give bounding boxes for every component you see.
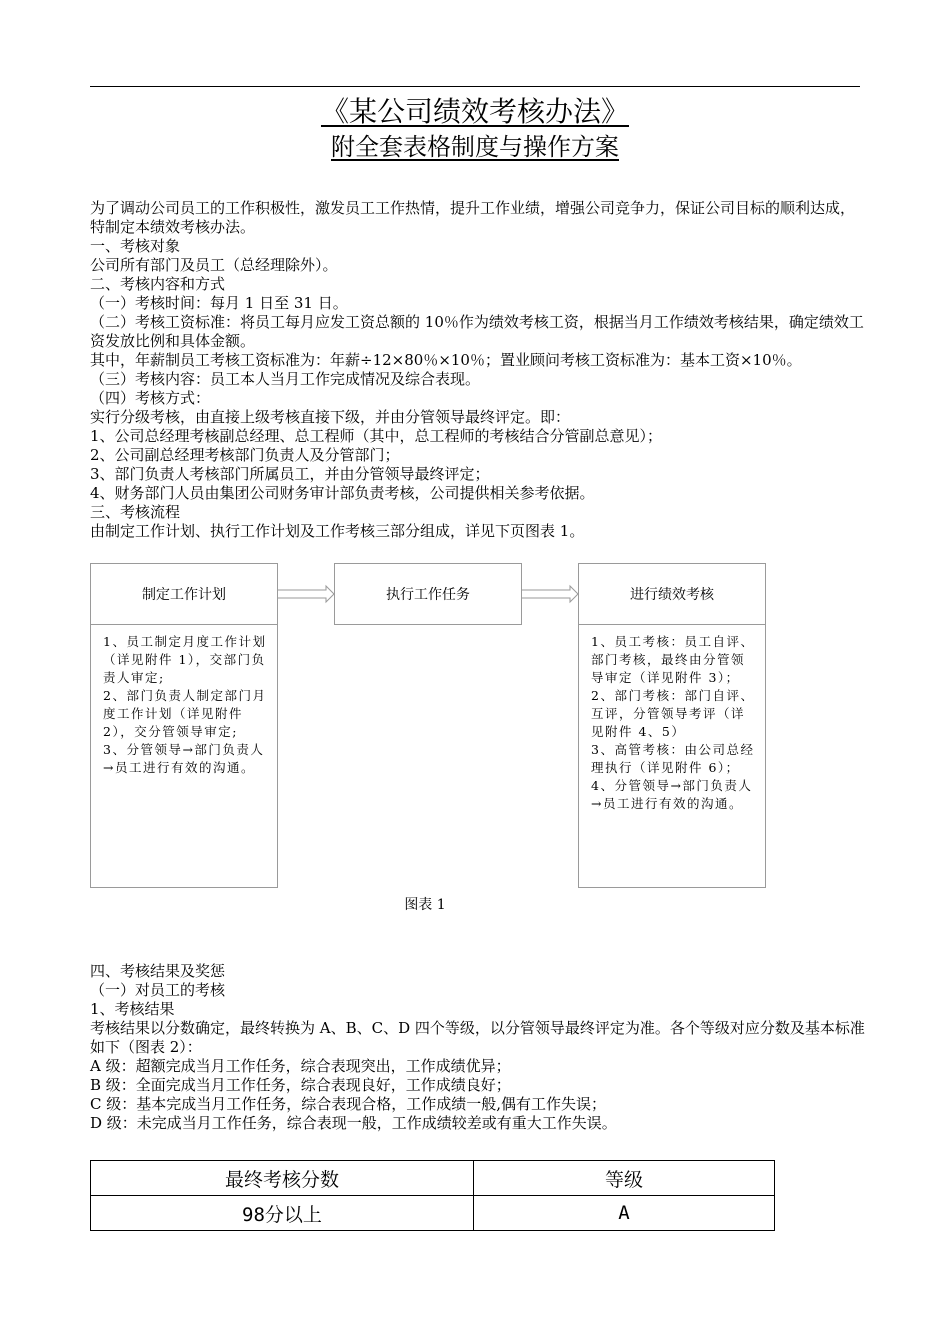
arrow-1 [278, 586, 334, 602]
list-item: 1、公司总经理考核副总经理、总工程师（其中，总工程师的考核结合分管副总意见）； [90, 427, 663, 445]
heading-results: 四、考核结果及奖惩 [90, 962, 226, 980]
flow-item: 2、部门考核：部门自评、互评，分管领导考评（详见附件 4、5） [591, 688, 755, 739]
list-item: 3、部门负责人考核部门所属员工，并由分管领导最终评定； [90, 465, 490, 483]
heading-process: 三、考核流程 [90, 503, 181, 521]
flow-step-title: 执行工作任务 [386, 587, 470, 603]
intro-paragraph: 为了调动公司员工的工作积极性，激发员工工作热情，提升工作业绩，增强公司竞争力，保证公司目标的顺利达成，特制定本绩效考核办法。 [90, 199, 856, 236]
heading-employee: （一）对员工的考核 [90, 981, 226, 999]
flow-item: 1、员工制定月度工作计划（详见附件 1），交部门负责人审定; [103, 634, 267, 685]
paragraph: （三）考核内容：员工本人当月工作完成情况及综合表现。 [90, 370, 481, 388]
paragraph: （一）考核时间：每月 1 日至 31 日。 [90, 294, 348, 312]
figure-caption: 图表 1 [404, 897, 446, 913]
arrow-2 [522, 586, 578, 602]
heading-assessment-target: 一、考核对象 [90, 237, 181, 255]
header-score: 最终考核分数 [91, 1161, 474, 1196]
document-title: 《某公司绩效考核办法》 [320, 95, 629, 128]
cell-score: 98分以上 [91, 1196, 474, 1231]
flow-item: 3、分管领导→部门负责人→员工进行有效的沟通。 [103, 742, 265, 775]
grade-d-description: D 级：未完成当月工作任务，综合表现一般，工作成绩较差或有重大工作失误。 [90, 1114, 617, 1132]
list-item: 2、公司副总经理考核部门负责人及分管部门； [90, 446, 400, 464]
body-section-1 [90, 199, 865, 541]
flow-item: 1、员工考核：员工自评、部门考核，最终由分管领导审定（详见附件 3）； [591, 634, 755, 685]
paragraph: （二）考核工资标准：将员工每月应发工资总额的 10％作为绩效考核工资，根据当月工作绩效考核结果，确定绩效工资发放比例和具体金额。 [90, 313, 864, 350]
grade-b-description: B 级：全面完成当月工作任务，综合表现良好，工作成绩良好； [90, 1076, 511, 1094]
paragraph: 考核结果以分数确定，最终转换为 A、B、C、D 四个等级，以分管领导最终评定为准。各个等级对应分数及基本标准如下（图表 2）： [90, 1019, 865, 1056]
list-item: 4、财务部门人员由集团公司财务审计部负责考核，公司提供相关参考依据。 [90, 484, 595, 502]
flow-step-execute [334, 563, 522, 625]
header-grade: 等级 [474, 1161, 775, 1196]
grade-table [90, 1160, 775, 1231]
flow-step-title: 进行绩效考核 [630, 587, 714, 603]
top-rule [90, 86, 860, 87]
cell-grade: A [474, 1196, 775, 1231]
flow-item: 2、部门负责人制定部门月度工作计划（详见附件 2），交分管领导审定; [103, 688, 267, 739]
flow-step-title: 制定工作计划 [142, 587, 226, 603]
heading-content-method: 二、考核内容和方式 [90, 275, 226, 293]
paragraph: 公司所有部门及员工（总经理除外）。 [90, 256, 338, 274]
flow-step-plan [90, 563, 278, 625]
body-section-2 [90, 962, 865, 1133]
paragraph: 实行分级考核，由直接上级考核直接下级，并由分管领导最终评定。即： [90, 408, 571, 426]
flow-step-evaluate-details [578, 624, 766, 888]
table-row [91, 1196, 775, 1231]
flow-item: 3、高管考核：由公司总经理执行（详见附件 6）； [591, 742, 755, 775]
flow-step-plan-details [90, 624, 278, 888]
paragraph: 由制定工作计划、执行工作计划及工作考核三部分组成，详见下页图表 1。 [90, 522, 585, 540]
grade-c-description: C 级：基本完成当月工作任务，综合表现合格，工作成绩一般,偶有工作失误； [90, 1095, 607, 1113]
flow-step-evaluate [578, 563, 766, 625]
grade-a-description: A 级：超额完成当月工作任务，综合表现突出，工作成绩优异； [90, 1057, 511, 1075]
table-header-row [91, 1161, 775, 1196]
document-subtitle: 附全套表格制度与操作方案 [331, 133, 619, 161]
paragraph: （四）考核方式： [90, 389, 211, 407]
flow-item: 4、分管领导→部门负责人→员工进行有效的沟通。 [591, 778, 753, 811]
heading-result: 1、考核结果 [90, 1000, 175, 1018]
paragraph: 其中，年薪制员工考核工资标准为：年薪÷12×80％×10％；置业顾问考核工资标准为：基本工资×10％。 [90, 351, 802, 369]
